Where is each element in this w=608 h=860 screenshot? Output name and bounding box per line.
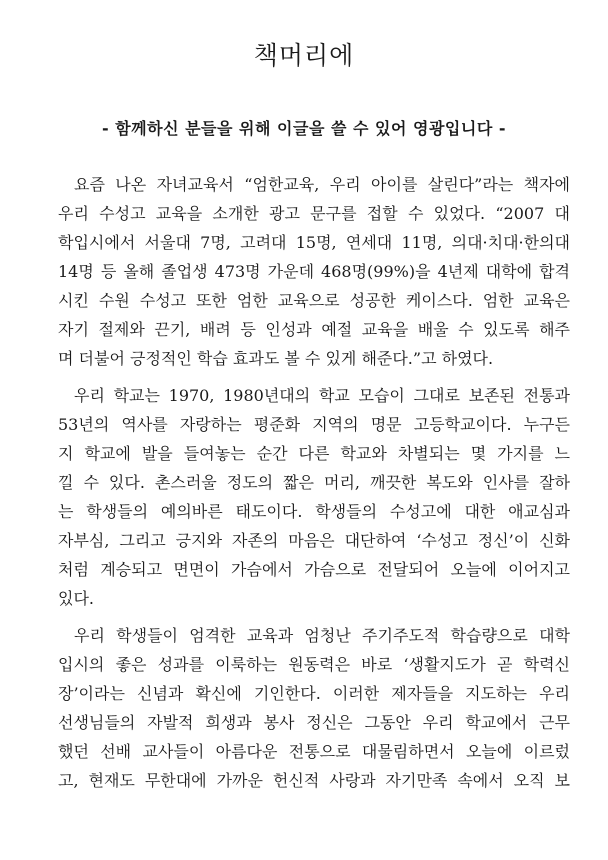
page-subtitle: - 함께하신 분들을 위해 이글을 쓸 수 있어 영광입니다 - xyxy=(102,119,506,138)
text-line: 입시의 좋은 성과를 이룩하는 원동력은 바로 ‘생활지도가 곧 학력신 xyxy=(58,655,570,674)
text-line: 자기 절제와 끈기, 배려 등 인성과 예절 교육을 배울 수 있도록 해주 xyxy=(58,320,570,339)
body-text xyxy=(58,170,570,803)
text-line: 시킨 수원 수성고 또한 엄한 교육으로 성공한 케이스다. 엄한 교육은 xyxy=(58,291,570,310)
text-line: 자부심, 그리고 긍지와 자존의 마음은 대단하여 ‘수성고 정신’이 신화 xyxy=(58,531,570,550)
text-line: 14명 등 올해 졸업생 473명 가운데 468명(99%)을 4년제 대학에 합격 xyxy=(58,262,570,281)
text-line: 우리 수성고 교육을 소개한 광고 문구를 접할 수 있었다. “2007 대 xyxy=(58,204,570,223)
text-line: 며 더불어 긍정적인 학습 효과도 볼 수 있게 해준다.”고 하였다. xyxy=(58,349,494,368)
text-line: 낄 수 있다. 촌스러울 정도의 짧은 머리, 깨끗한 복도와 인사를 잘하 xyxy=(58,473,570,492)
paragraph-3 xyxy=(58,621,570,795)
paragraph-2 xyxy=(58,381,570,613)
text-line: 는 학생들의 예의바른 태도이다. 학생들의 수성고에 대한 애교심과 xyxy=(58,502,570,521)
text-line: 53년의 역사를 자랑하는 평준화 지역의 명문 고등학교이다. 누구든 xyxy=(58,415,570,434)
text-line: 처럼 계승되고 면면이 가슴에서 가슴으로 전달되어 오늘에 이어지고 xyxy=(58,560,570,579)
text-line: 선생님들의 자발적 희생과 봉사 정신은 그동안 우리 학교에서 근무 xyxy=(58,713,570,732)
text-line: 있다. xyxy=(58,589,94,608)
page-title: 책머리에 xyxy=(253,41,355,70)
text-line: 요즘 나온 자녀교육서 “엄한교육, 우리 아이를 살린다”라는 책자에 xyxy=(74,175,570,194)
text-line: 장’이라는 신념과 확신에 기인한다. 이러한 제자들을 지도하는 우리 xyxy=(58,684,570,703)
text-line: 지 학교에 발을 들여놓는 순간 다른 학교와 차별되는 몇 가지를 느 xyxy=(58,444,570,463)
text-line: 했던 선배 교사들이 아름다운 전통으로 대물림하면서 오늘에 이르렀 xyxy=(58,742,570,761)
paragraph-1 xyxy=(58,170,570,373)
text-line: 고, 현재도 무한대에 가까운 헌신적 사랑과 자기만족 속에서 오직 보 xyxy=(58,771,570,790)
text-line: 우리 학교는 1970, 1980년대의 학교 모습이 그대로 보존된 전통과 xyxy=(74,386,570,405)
text-line: 우리 학생들이 엄격한 교육과 엄청난 주기주도적 학습량으로 대학 xyxy=(74,626,570,645)
text-line: 학입시에서 서울대 7명, 고려대 15명, 연세대 11명, 의대·치대·한의대 xyxy=(58,233,570,252)
